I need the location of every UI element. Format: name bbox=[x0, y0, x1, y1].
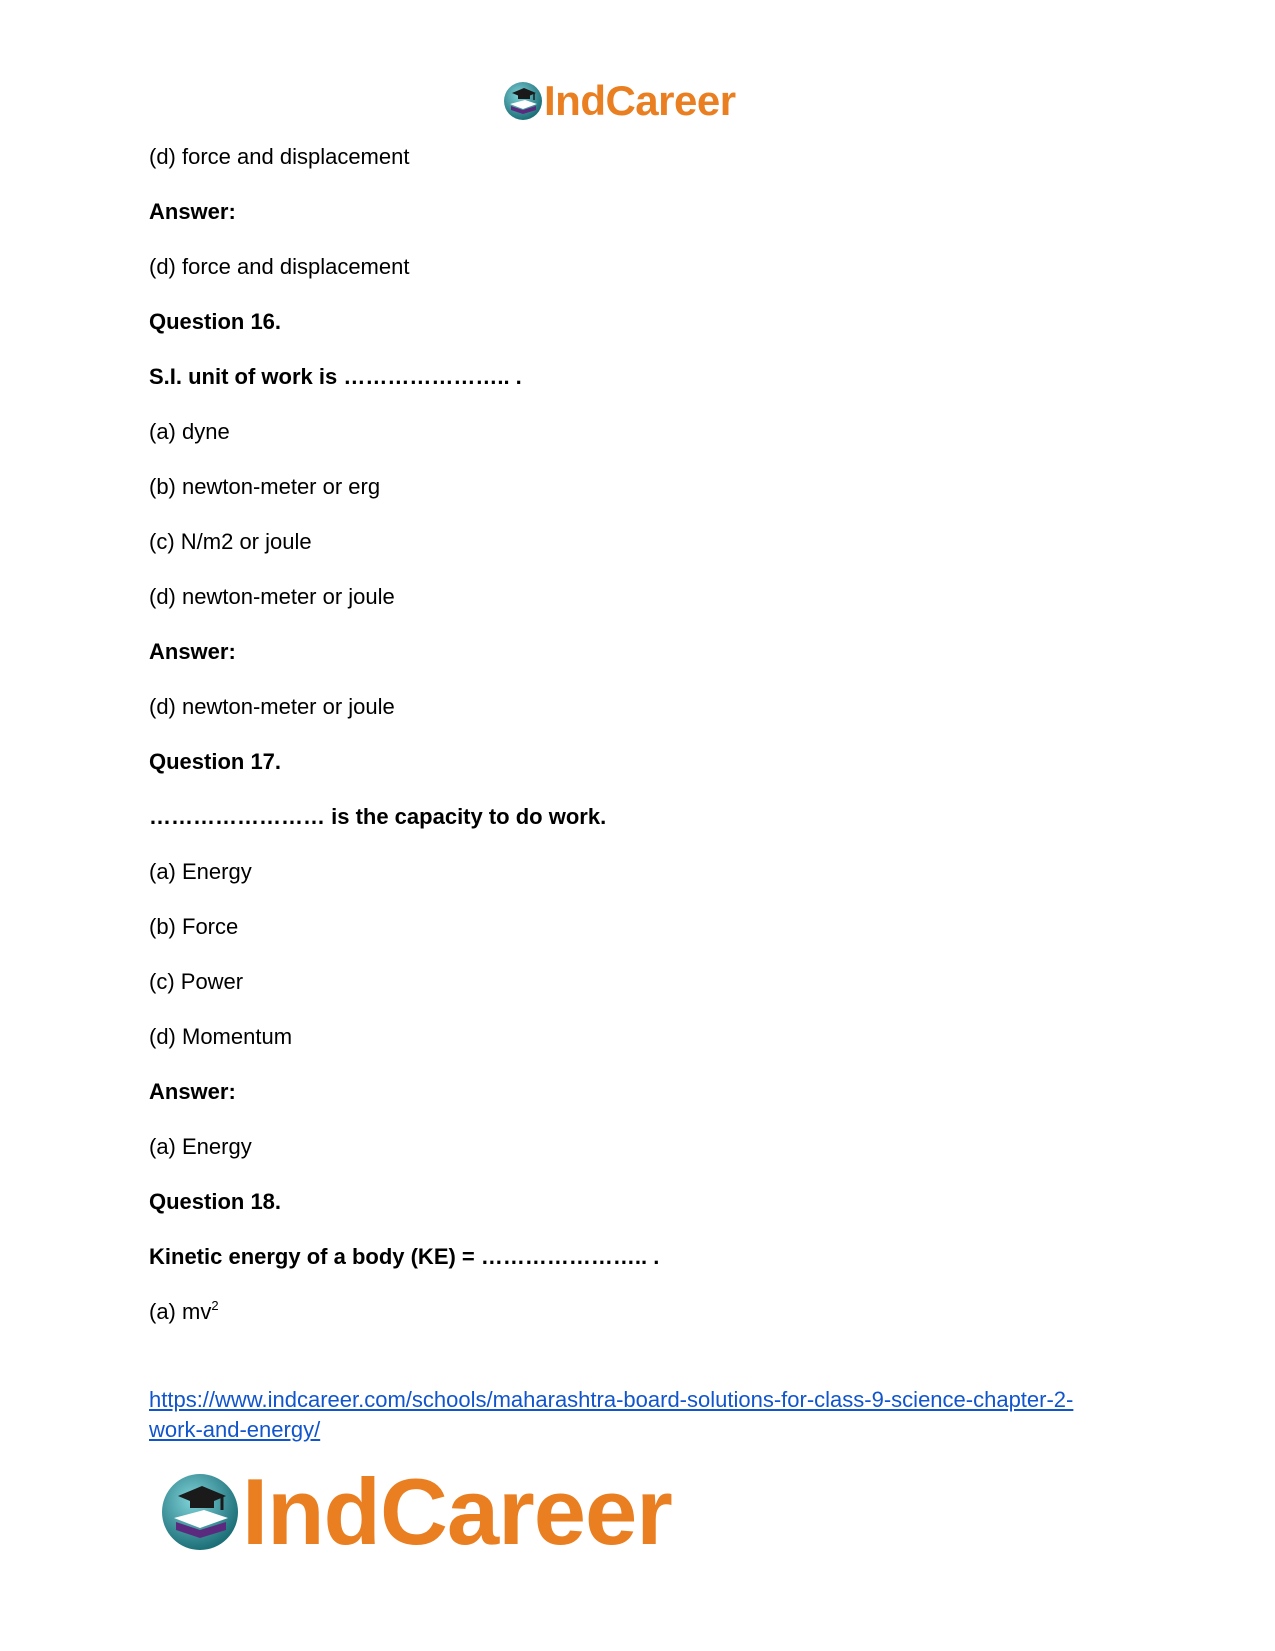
text-line bbox=[149, 474, 1129, 500]
line-text: (c) N/m2 or joule bbox=[149, 529, 312, 554]
line-text: (d) force and displacement bbox=[149, 254, 410, 279]
line-text: Answer: bbox=[149, 1079, 236, 1104]
bold-text-line bbox=[149, 639, 1129, 665]
text-line bbox=[149, 1134, 1129, 1160]
bold-text-line bbox=[149, 309, 1129, 335]
line-text: …………………… is the capacity to do work. bbox=[149, 804, 607, 829]
line-text: Question 17. bbox=[149, 749, 282, 774]
text-line bbox=[149, 144, 1129, 170]
header-logo-text: IndCareer bbox=[544, 77, 736, 124]
line-text: (a) mv bbox=[149, 1299, 212, 1324]
text-line bbox=[149, 529, 1129, 555]
footer-logo bbox=[160, 1459, 672, 1564]
bold-text-line bbox=[149, 749, 1129, 775]
line-text: Kinetic energy of a body (KE) = ………………….. . bbox=[149, 1244, 660, 1269]
line-text: (d) newton-meter or joule bbox=[149, 694, 395, 719]
line-text: Answer: bbox=[149, 199, 236, 224]
graduation-book-icon bbox=[160, 1472, 240, 1552]
line-text: S.I. unit of work is ………………….. . bbox=[149, 364, 522, 389]
superscript: 2 bbox=[211, 1298, 219, 1313]
text-line bbox=[149, 859, 1129, 885]
text-line bbox=[149, 694, 1129, 720]
bold-text-line bbox=[149, 1189, 1129, 1215]
header-logo bbox=[503, 77, 736, 124]
line-text: Question 18. bbox=[149, 1189, 282, 1214]
line-text: Question 16. bbox=[149, 309, 282, 334]
footer-logo-text: IndCareer bbox=[242, 1459, 672, 1564]
line-text: (c) Power bbox=[149, 969, 244, 994]
text-line bbox=[149, 419, 1129, 445]
line-text: (a) dyne bbox=[149, 419, 230, 444]
line-text: (a) Energy bbox=[149, 859, 252, 884]
line-text: (b) newton-meter or erg bbox=[149, 474, 381, 499]
bold-text-line bbox=[149, 1244, 1129, 1270]
text-line bbox=[149, 584, 1129, 610]
text-line bbox=[149, 254, 1129, 280]
text-line bbox=[149, 969, 1129, 995]
text-line bbox=[149, 914, 1129, 940]
line-text: (d) newton-meter or joule bbox=[149, 584, 395, 609]
bold-text-line bbox=[149, 199, 1129, 225]
line-text: (a) Energy bbox=[149, 1134, 252, 1159]
document-body bbox=[149, 144, 1129, 1354]
text-line bbox=[149, 1299, 1129, 1325]
text-line bbox=[149, 1024, 1129, 1050]
footer-url-link[interactable] bbox=[149, 1385, 1109, 1445]
bold-text-line bbox=[149, 364, 1129, 390]
line-text: (d) force and displacement bbox=[149, 144, 410, 169]
line-text: (b) Force bbox=[149, 914, 239, 939]
footer-url-line-1[interactable]: https://www.indcareer.com/schools/maharashtra-board-solutions-for-class-9-science-chapter-2- bbox=[149, 1387, 1074, 1412]
footer-url-line-2[interactable]: work-and-energy/ bbox=[149, 1417, 321, 1442]
line-text: Answer: bbox=[149, 639, 236, 664]
line-text: (d) Momentum bbox=[149, 1024, 293, 1049]
bold-text-line bbox=[149, 1079, 1129, 1105]
graduation-book-icon bbox=[503, 81, 543, 121]
bold-text-line bbox=[149, 804, 1129, 830]
